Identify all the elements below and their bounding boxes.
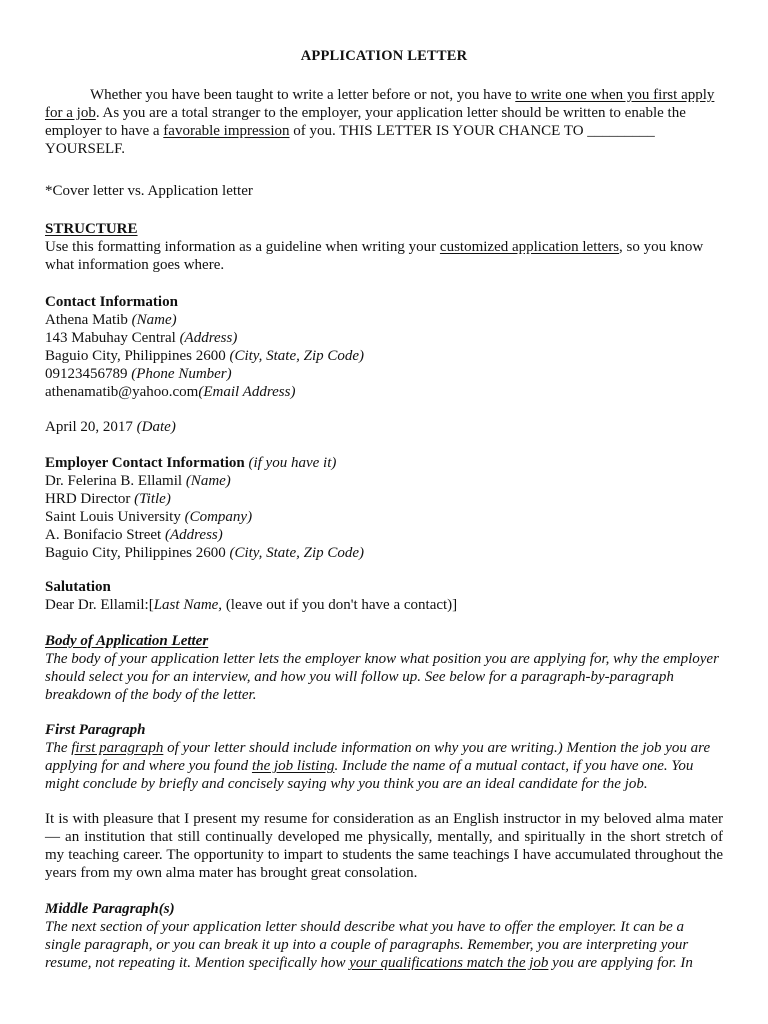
contact-hint: (Name)	[131, 312, 177, 328]
employer-hint: (City, State, Zip Code)	[229, 545, 365, 561]
employer-line	[45, 472, 723, 490]
contact-value: Baguio City, Philippines 2600	[45, 348, 230, 364]
salutation-section	[45, 578, 723, 614]
date-hint: (Date)	[136, 419, 176, 435]
salutation-text-1: Dear Dr. Ellamil:[	[45, 597, 154, 613]
document-title: APPLICATION LETTER	[300, 48, 468, 64]
intro-underline-2: favorable impression	[163, 123, 290, 139]
employer-line	[45, 490, 723, 508]
structure-text-2: , so you know what information goes where.	[45, 239, 704, 273]
middle-paragraph-text-2: you are applying for. In	[548, 955, 693, 971]
intro-paragraph	[45, 86, 723, 158]
structure-heading: STRUCTURE	[45, 221, 138, 237]
first-paragraph-heading: First Paragraph	[45, 722, 146, 738]
first-paragraph-underline-2: the job listing	[251, 758, 335, 774]
employer-hint: (Title)	[134, 491, 171, 507]
employer-hint: (Name)	[185, 473, 231, 489]
employer-section	[45, 454, 723, 562]
first-paragraph-section	[45, 721, 723, 793]
employer-hint: (Address)	[164, 527, 223, 543]
first-paragraph-underline-1: first paragraph	[71, 740, 164, 756]
middle-paragraph-text-1: The next section of your application letter should describe what you have to offer the employer. It can be a single paragraph, or you can break it up into a couple of paragraphs. Remember, you are interpreting your resume, not repeating it. Mention specifically how	[45, 919, 689, 971]
contact-hint: (Email Address)	[198, 384, 296, 400]
contact-value: 143 Mabuhay Central	[45, 330, 180, 346]
salutation-heading: Salutation	[45, 579, 111, 595]
structure-text-1: Use this formatting information as a guideline when writing your	[45, 239, 440, 255]
structure-section	[45, 220, 723, 274]
body-section	[45, 632, 723, 704]
intro-underline-1: to write one when you first apply for a job	[45, 87, 715, 121]
contact-value: athenamatib@yahoo.com	[45, 384, 199, 400]
employer-value: Saint Louis University	[45, 509, 185, 525]
middle-paragraph-heading: Middle Paragraph(s)	[45, 901, 175, 917]
contact-hint: (Address)	[179, 330, 238, 346]
sample-paragraph: It is with pleasure that I present my resume for consideration as an English instructor in my beloved alma mater— an institution that still continually developed me physically, mentally, and spiritually in the short stretch of my teaching career. The opportunity to impart to students the same teachings I have accumulated throughout the years from my own alma mater has brought great consolation.	[45, 811, 723, 881]
first-paragraph-text-1: The	[45, 740, 72, 756]
intro-text-1: Whether you have been taught to write a letter before or not, you have	[90, 87, 516, 103]
employer-line	[45, 544, 723, 562]
structure-text	[45, 238, 723, 274]
contact-hint: (City, State, Zip Code)	[229, 348, 365, 364]
contact-line	[45, 329, 723, 347]
contact-line	[45, 311, 723, 329]
middle-paragraph-section	[45, 900, 723, 972]
middle-paragraph-text	[45, 918, 723, 972]
employer-value: A. Bonifacio Street	[45, 527, 165, 543]
employer-heading: Employer Contact Information	[45, 455, 245, 471]
contact-line	[45, 383, 723, 401]
intro-text-2: . As you are a total stranger to the employer, your application letter should be written to enable the employer to have a	[45, 105, 686, 139]
body-heading: Body of Application Letter	[45, 633, 209, 649]
contact-line	[45, 347, 723, 365]
employer-value: Baguio City, Philippines 2600	[45, 545, 230, 561]
first-paragraph-text	[45, 739, 723, 793]
employer-heading-hint: (if you have it)	[244, 455, 337, 471]
first-paragraph-text-3: . Include the name of a mutual contact, if you have one. You might conclude by briefly and concisely saying why you think you are an ideal candidate for the job.	[45, 758, 694, 792]
cover-note: *Cover letter vs. Application letter	[45, 183, 253, 199]
middle-paragraph-underline: your qualifications match the job	[349, 955, 549, 971]
contact-heading: Contact Information	[45, 294, 178, 310]
employer-heading-line	[45, 454, 723, 472]
employer-hint: (Company)	[184, 509, 253, 525]
employer-value: Dr. Felerina B. Ellamil	[45, 473, 186, 489]
contact-hint: (Phone Number)	[131, 366, 232, 382]
salutation-hint: Last Name,	[153, 597, 223, 613]
contact-line	[45, 365, 723, 383]
date-line	[45, 418, 723, 436]
employer-line	[45, 526, 723, 544]
body-text: The body of your application letter lets the employer know what position you are applying for, why the employer should select you for an interview, and how you will follow up. See below for a paragraph-by-paragraph breakdown of the body of the letter.	[45, 651, 719, 703]
employer-line	[45, 508, 723, 526]
structure-underline: customized application letters	[439, 239, 620, 255]
contact-section	[45, 293, 723, 401]
contact-value: Athena Matib	[45, 312, 132, 328]
date-value: April 20, 2017	[45, 419, 137, 435]
salutation-text-2: (leave out if you don't have a contact)]	[222, 597, 458, 613]
employer-value: HRD Director	[45, 491, 135, 507]
intro-text-3: of you. THIS LETTER IS YOUR CHANCE TO _________ YOURSELF.	[45, 123, 655, 157]
contact-value: 09123456789	[45, 366, 132, 382]
salutation-line	[45, 596, 723, 614]
first-paragraph-text-2: of your letter should include information on why you are writing.) Mention the job you are applying for and where you found	[45, 740, 711, 774]
